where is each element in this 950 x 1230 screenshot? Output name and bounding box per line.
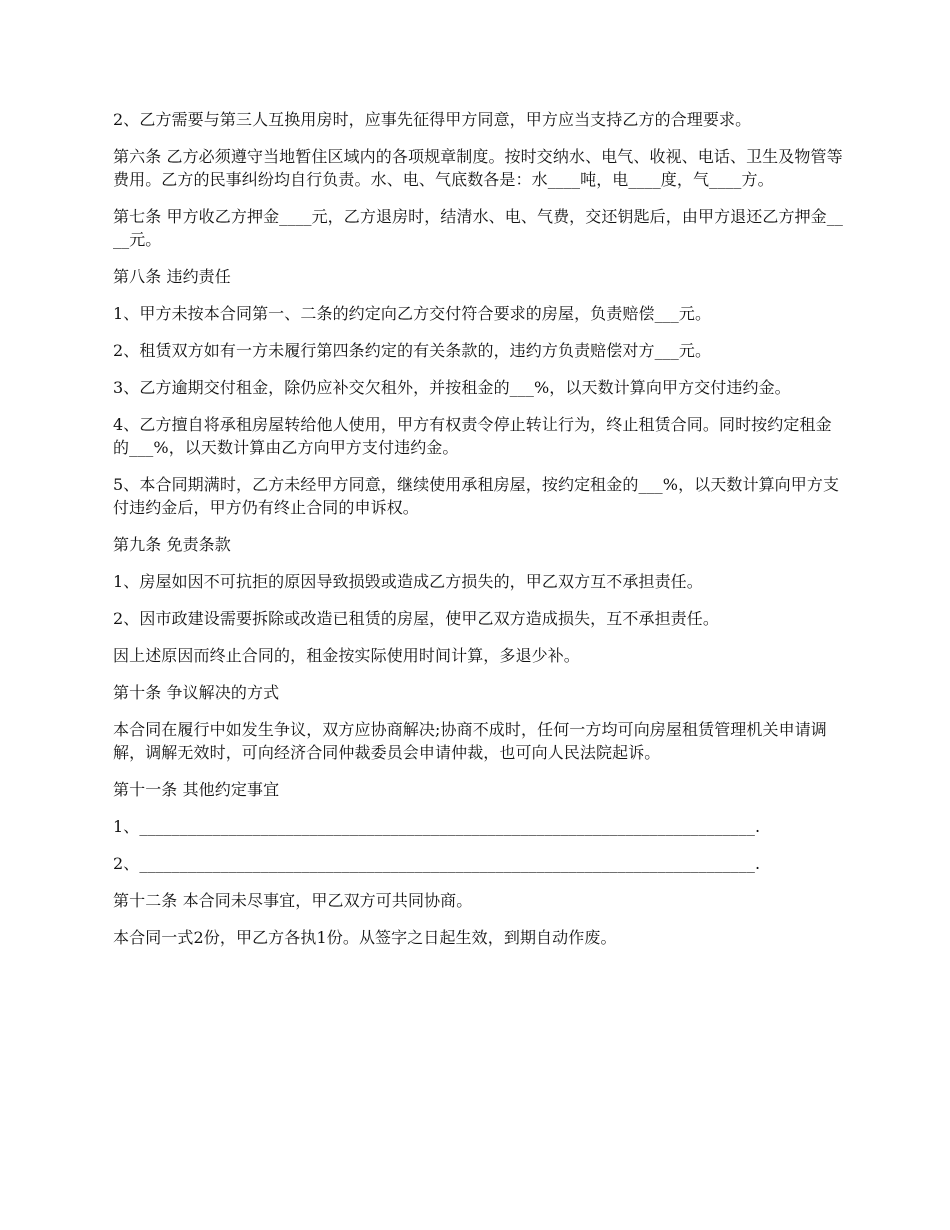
paragraph-clause-5-item-2: 2、乙方需要与第三人互换用房时，应事先征得甲方同意，甲方应当支持乙方的合理要求。 — [113, 110, 752, 129]
paragraph-article-12: 第十二条 本合同未尽事宜，甲乙双方可共同协商。 — [113, 891, 473, 910]
paragraph-article-8-item-2: 2、租赁双方如有一方未履行第四条约定的有关条款的，违约方负责赔偿对方___元。 — [113, 341, 712, 360]
document-body — [113, 108, 843, 963]
paragraph-copies: 本合同一式2份，甲乙方各执1份。从签字之日起生效，到期自动作废。 — [113, 928, 617, 947]
paragraph-article-7: 第七条 甲方收乙方押金____元，乙方退房时，结清水、电、气费，交还钥匙后，由甲方退还乙方押金____元。 — [113, 207, 843, 249]
heading-article-11: 第十一条 其他约定事宜 — [113, 780, 280, 799]
heading-article-8: 第八条 违约责任 — [113, 267, 231, 286]
paragraph-article-9-note: 因上述原因而终止合同的，租金按实际使用时间计算，多退少补。 — [113, 646, 580, 665]
paragraph-article-8-item-4: 4、乙方擅自将承租房屋转给他人使用，甲方有权责令停止转让行为，终止租赁合同。同时按约定租金的___%，以天数计算由乙方向甲方支付违约金。 — [113, 415, 832, 457]
paragraph-article-8-item-1: 1、甲方未按本合同第一、二条的约定向乙方交付符合要求的房屋，负责赔偿___元。 — [113, 304, 712, 323]
paragraph-article-11-item-1: 1、____________________________________________________________________________. — [113, 817, 761, 836]
heading-article-10: 第十条 争议解决的方式 — [113, 683, 280, 702]
paragraph-article-6: 第六条 乙方必须遵守当地暂住区域内的各项规章制度。按时交纳水、电气、收视、电话、卫生及物管等费用。乙方的民事纠纷均自行负责。水、电、气底数各是：水____吨，电____度，气____方。 — [113, 147, 843, 189]
paragraph-article-11-item-2: 2、____________________________________________________________________________. — [113, 854, 761, 873]
paragraph-article-9-item-2: 2、因市政建设需要拆除或改造已租赁的房屋，使甲乙双方造成损失，互不承担责任。 — [113, 609, 719, 628]
heading-article-9: 第九条 免责条款 — [113, 535, 231, 554]
paragraph-article-9-item-1: 1、房屋如因不可抗拒的原因导致损毁或造成乙方损失的，甲乙双方互不承担责任。 — [113, 572, 703, 591]
paragraph-article-8-item-5: 5、本合同期满时，乙方未经甲方同意，继续使用承租房屋，按约定租金的___%，以天数计算向甲方支付违约金后，甲方仍有终止合同的申诉权。 — [113, 475, 840, 517]
paragraph-article-10: 本合同在履行中如发生争议，双方应协商解决;协商不成时，任何一方均可向房屋租赁管理机关申请调解，调解无效时，可向经济合同仲裁委员会申请仲裁，也可向人民法院起诉。 — [113, 720, 827, 762]
paragraph-article-8-item-3: 3、乙方逾期交付租金，除仍应补交欠租外，并按租金的___%，以天数计算向甲方交付违约金。 — [113, 378, 791, 397]
